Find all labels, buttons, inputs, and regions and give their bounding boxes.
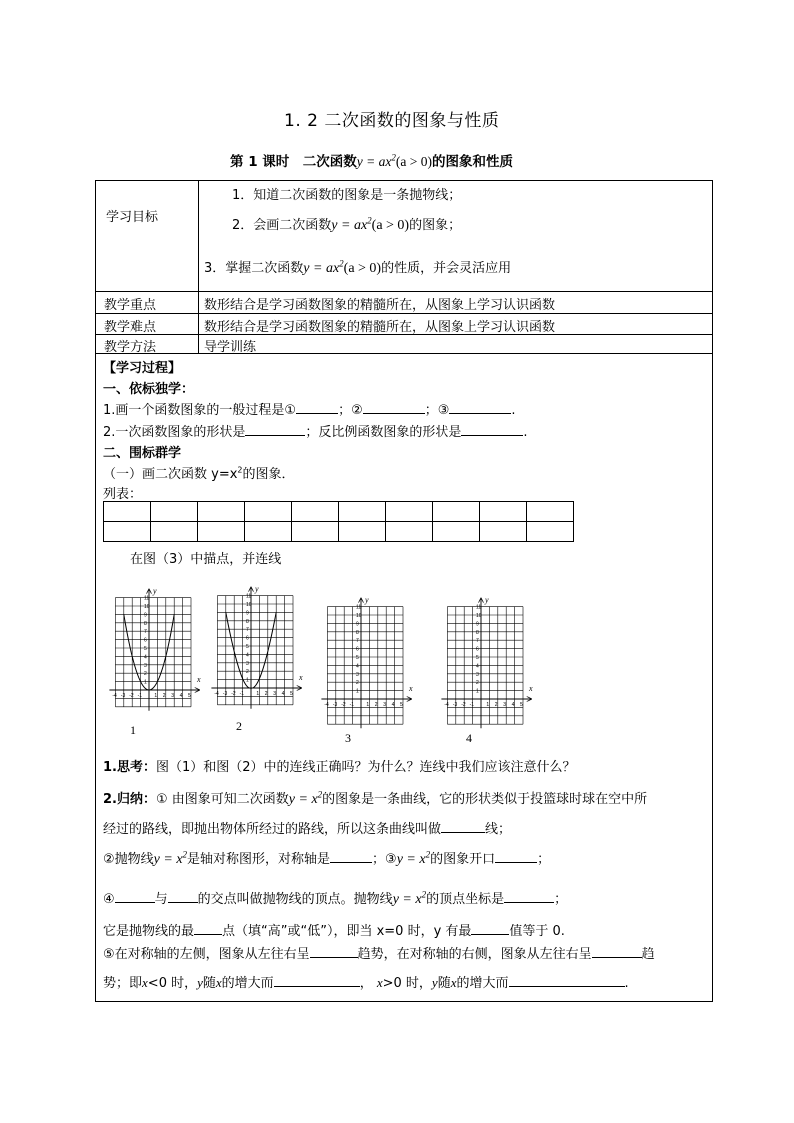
question-1: 1.画一个函数图象的一般过程是① ；② ；③ . xyxy=(103,403,516,418)
goal-1: 1．知道二次函数的图象是一条抛物线； xyxy=(232,188,462,203)
svg-text:-2: -2 xyxy=(461,702,466,708)
svg-text:-4: -4 xyxy=(214,691,219,697)
svg-text:6: 6 xyxy=(144,637,147,644)
svg-text:5: 5 xyxy=(290,691,293,697)
svg-text:1: 1 xyxy=(154,693,158,699)
svg-text:x: x xyxy=(529,684,533,693)
key-value: 数形结合是学习函数图象的精髓所在，从图象上学习认识函数 xyxy=(204,298,556,313)
svg-text:-4: -4 xyxy=(112,693,117,699)
part-1-heading: （一）画二次函数 $y=x^2$的图象． xyxy=(103,465,295,482)
svg-text:6: 6 xyxy=(476,646,479,653)
svg-text:5: 5 xyxy=(356,655,359,661)
svg-text:x: x xyxy=(409,684,413,693)
summary-line-5: 它是抛物线的最 点（填“高”或“低”），即当 x=0 时，y 有最 值等于 0. xyxy=(103,924,565,939)
svg-text:-1: -1 xyxy=(137,693,143,699)
svg-text:3: 3 xyxy=(171,693,174,699)
svg-text:2: 2 xyxy=(356,680,359,687)
svg-text:-4: -4 xyxy=(324,702,329,708)
svg-text:10: 10 xyxy=(246,602,252,608)
lesson-subtitle xyxy=(230,150,513,170)
svg-text:-2: -2 xyxy=(129,693,134,699)
page-title: 1. 2 二次函数的图象与性质 xyxy=(284,111,500,131)
svg-text:9: 9 xyxy=(246,610,249,617)
graph-2 xyxy=(211,585,303,709)
svg-text:8: 8 xyxy=(356,629,359,636)
key-label: 教学重点 xyxy=(104,298,157,313)
svg-text:3: 3 xyxy=(273,691,276,697)
method-value: 导学训练 xyxy=(204,340,257,355)
svg-text:y: y xyxy=(153,586,157,596)
summary-line-6: ⑤在对称轴的左侧，图象从左往右呈 趋势，在对称轴的右侧，图象从左往右呈 趋 xyxy=(103,947,655,962)
goal-2: 2．会画二次函数$y = ax^2(a > 0)$的图象； xyxy=(232,215,462,233)
svg-text:9: 9 xyxy=(144,612,147,619)
svg-text:1: 1 xyxy=(356,688,359,695)
summary-line-1: 2.归纳：① 由图象可知二次函数$y = x^2$的图象是一条曲线，它的形状类似于投篮球时球在空中所 xyxy=(103,789,648,807)
svg-text:1: 1 xyxy=(366,702,370,708)
svg-text:4: 4 xyxy=(511,702,515,708)
svg-text:9: 9 xyxy=(476,621,479,628)
svg-text:8: 8 xyxy=(246,618,249,625)
svg-text:11: 11 xyxy=(246,593,252,600)
svg-text:-2: -2 xyxy=(231,691,236,697)
question-2: 2.一次函数图象的形状是 ；反比例函数图象的形状是 . xyxy=(103,425,528,440)
graphs-area xyxy=(100,570,550,738)
svg-text:11: 11 xyxy=(356,604,362,611)
svg-text:2: 2 xyxy=(162,693,166,699)
svg-text:-1: -1 xyxy=(349,702,355,708)
svg-text:8: 8 xyxy=(144,620,147,627)
svg-text:6: 6 xyxy=(246,635,249,642)
svg-text:2: 2 xyxy=(374,702,378,708)
graph-2-label: 2 xyxy=(236,719,242,733)
subtitle-suffix: 的图象和性质 xyxy=(432,154,513,170)
svg-text:2: 2 xyxy=(144,671,147,678)
svg-text:11: 11 xyxy=(144,595,150,602)
svg-text:3: 3 xyxy=(356,671,359,678)
svg-text:7: 7 xyxy=(144,629,147,636)
summary-line-3: ②抛物线$y = x^2$是轴对称图形，对称轴是 ；③y = $x^2$的图象开口 ； xyxy=(103,849,551,867)
graph-4-label: 4 xyxy=(466,731,472,745)
summary-line-7: 势；即x<0 时，y随x的增大而 ， x>0 时，y随x的增大而 . xyxy=(103,975,629,991)
process-heading: 【学习过程】 xyxy=(103,361,182,376)
svg-text:7: 7 xyxy=(356,638,359,645)
summary-line-2: 经过的路线，即抛出物体所经过的路线，所以这条曲线叫做 线； xyxy=(103,822,512,837)
formula-y-ax2: $y = ax^2(a > 0)$ xyxy=(356,152,432,169)
svg-text:9: 9 xyxy=(356,621,359,628)
svg-text:2: 2 xyxy=(494,702,498,708)
section-1-heading: 一、依标独学： xyxy=(103,382,195,397)
plot-instruction: 在图（3）中描点，并连线 xyxy=(130,552,282,567)
svg-text:5: 5 xyxy=(400,702,403,708)
svg-text:8: 8 xyxy=(476,629,479,636)
value-table xyxy=(103,501,574,542)
formula-y-ax2-goal3: $y = ax^2(a > 0)$ xyxy=(303,258,382,276)
svg-text:x: x xyxy=(299,673,303,682)
svg-text:1: 1 xyxy=(476,688,479,695)
svg-text:3: 3 xyxy=(144,662,147,669)
svg-text:-3: -3 xyxy=(452,702,458,708)
svg-text:3: 3 xyxy=(476,671,479,678)
svg-text:2: 2 xyxy=(476,680,479,687)
svg-text:7: 7 xyxy=(476,638,479,645)
svg-text:y: y xyxy=(255,584,259,594)
svg-text:2: 2 xyxy=(246,669,249,676)
svg-text:1: 1 xyxy=(246,677,249,684)
svg-text:4: 4 xyxy=(281,691,285,697)
svg-text:1: 1 xyxy=(486,702,490,708)
summary-line-4: ④ 与 的交点叫做抛物线的顶点。抛物线$y = x^2$的顶点坐标是 ； xyxy=(103,889,568,907)
method-label: 教学方法 xyxy=(104,340,157,355)
svg-text:10: 10 xyxy=(476,613,482,619)
svg-text:5: 5 xyxy=(246,644,249,650)
section-2-heading: 二、围标群学 xyxy=(103,446,182,461)
graph-3-label: 3 xyxy=(345,731,351,745)
svg-text:5: 5 xyxy=(144,646,147,652)
svg-text:-2: -2 xyxy=(341,702,346,708)
svg-text:1: 1 xyxy=(144,679,147,686)
goals-label: 学习目标 xyxy=(106,210,159,225)
svg-text:3: 3 xyxy=(383,702,386,708)
svg-text:4: 4 xyxy=(391,702,395,708)
svg-text:11: 11 xyxy=(476,604,482,611)
think-line: 1.思考：图（1）和图（2）中的连线正确吗？为什么？连线中我们应该注意什么？ xyxy=(103,760,576,775)
list-label: 列表： xyxy=(103,487,143,502)
svg-text:6: 6 xyxy=(356,646,359,653)
svg-text:4: 4 xyxy=(476,663,479,670)
svg-text:y: y xyxy=(365,595,369,605)
svg-text:y: y xyxy=(485,595,489,605)
svg-text:-3: -3 xyxy=(120,693,126,699)
hard-value: 数形结合是学习函数图象的精髓所在，从图象上学习认识函数 xyxy=(204,320,556,335)
svg-text:5: 5 xyxy=(476,655,479,661)
svg-text:4: 4 xyxy=(356,663,359,670)
graph-1 xyxy=(109,587,201,711)
svg-text:x: x xyxy=(197,675,201,684)
svg-text:-1: -1 xyxy=(239,691,245,697)
svg-text:3: 3 xyxy=(503,702,506,708)
svg-text:5: 5 xyxy=(188,693,191,699)
svg-text:7: 7 xyxy=(246,627,249,634)
svg-text:1: 1 xyxy=(256,691,260,697)
graph-4 xyxy=(441,596,533,729)
svg-text:4: 4 xyxy=(179,693,183,699)
svg-text:5: 5 xyxy=(520,702,523,708)
svg-text:-3: -3 xyxy=(332,702,338,708)
svg-text:10: 10 xyxy=(144,604,150,610)
subtitle-prefix: 第 1 课时 二次函数 xyxy=(230,154,357,170)
svg-text:2: 2 xyxy=(264,691,268,697)
svg-text:-3: -3 xyxy=(222,691,228,697)
svg-text:4: 4 xyxy=(246,652,249,659)
goal-3: 3．掌握二次函数$y = ax^2(a > 0)$的性质，并会灵活应用 xyxy=(204,258,512,276)
svg-text:-1: -1 xyxy=(469,702,475,708)
svg-text:3: 3 xyxy=(246,660,249,667)
svg-text:10: 10 xyxy=(356,613,362,619)
hard-label: 教学难点 xyxy=(104,320,157,335)
svg-text:4: 4 xyxy=(144,654,147,661)
formula-y-ax2-goal2: $y = ax^2(a > 0)$ xyxy=(331,215,410,233)
svg-text:-4: -4 xyxy=(444,702,449,708)
graph-1-label: 1 xyxy=(130,723,136,737)
graph-3 xyxy=(321,596,413,729)
